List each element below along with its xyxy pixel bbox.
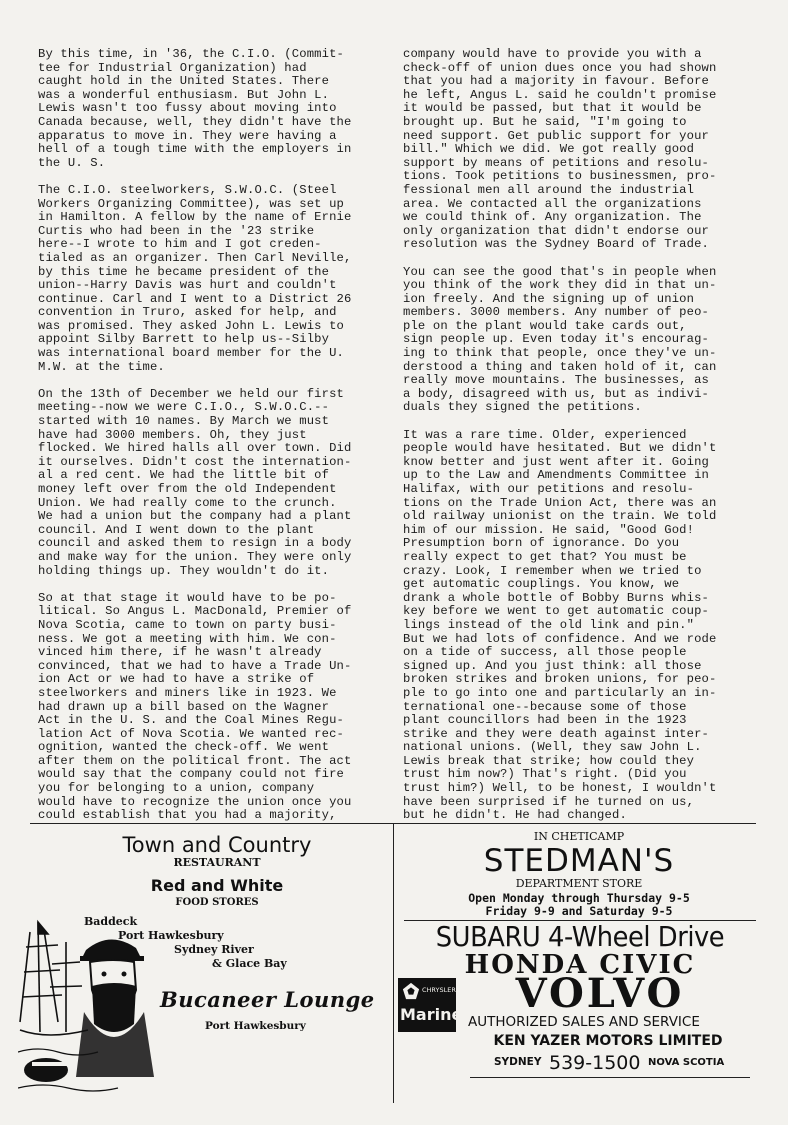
ad-hours: Open Monday through Thursday 9-5 — [468, 891, 690, 905]
badge-big-text: Marine — [400, 1005, 463, 1024]
ad-subtitle: FOOD STORES — [175, 897, 259, 908]
ads-divider-vertical — [393, 823, 394, 1103]
ad-tagline: AUTHORIZED SALES AND SERVICE — [468, 1014, 700, 1030]
article-paragraph: company would have to provide you with a check-off of union dues once you had shown that you had a majority in favour. Before he left, Angus L. said he couldn't promise it would be passed, but that it would be brought up. But he said, "I'm going to need support. Get public support for your bill." Which we did. We got really good support by means of petitions and resolu- tions. Took petitions to businessmen, pro- fessional men all around the industrial area. We contacted all the organizations we could think of. Any organization. The only organization that didn't endorse our resolution was the Sydney Board of Trade. — [403, 47, 717, 252]
ad-title: Town and Country — [122, 833, 312, 857]
ad-location: IN CHETICAMP — [533, 830, 625, 843]
article-left-column — [38, 48, 383, 836]
ad-subtitle: DEPARTMENT STORE — [515, 877, 643, 890]
ad-city: SYDNEY — [494, 1056, 542, 1068]
ad-hours: Friday 9-9 and Saturday 9-5 — [485, 904, 673, 918]
article-paragraph: So at that stage it would have to be po- litical. So Angus L. MacDonald, Premier of Nova Scotia, came to town on party busi- ness. We got a meeting with him. We con- vinced him there, if he wasn't already convinced, that we had to have a Trade Un- ion Act or we had to have a strike of steelworkers and miners like in 1923. We had drawn up a bill based on the Wagner Act in the U. S. and the Coal Mines Regu- lation Act of Nova Scotia. We wanted rec- ognition, wanted the check-off. We went after them on the political front. The act would say that the company could not fire you for belonging to a union, company would have to recognize the union once you could establish that you had a majority, — [38, 590, 352, 823]
ad-province: NOVA SCOTIA — [648, 1057, 725, 1068]
ad-lounge-name: Bucaneer Lounge — [160, 987, 375, 1012]
ad-underline — [470, 1077, 750, 1078]
ad-location: Port Hawkesbury — [205, 1020, 306, 1032]
article-paragraph: On the 13th of December we held our first meeting--now we were C.I.O., S.W.O.C.-- started with 10 names. By March we must have had 3000 members. Oh, they just flocked. We hired halls all over town. Did it ourselves. Didn't cost the internation- al a red cent. We had the little bit of money left over from the old Independent Union. We had really come to the crunch. We had a union but the company had a plant council. And I went down to the plant council and asked them to resign in a body and make way for the union. They were only holding things up. They wouldn't do it. — [38, 386, 352, 578]
article-right-column — [403, 48, 753, 836]
ad-brand-honda: HONDA CIVIC — [464, 950, 696, 980]
ad-location: Port Hawkesbury — [118, 929, 224, 942]
ad-store-name: STEDMAN'S — [483, 843, 675, 879]
ad-brand-volvo: VOLVO — [515, 970, 685, 1017]
ad-brand-subaru: SUBARU 4-Wheel Drive — [435, 920, 725, 953]
article-paragraph: The C.I.O. steelworkers, S.W.O.C. (Steel Workers Organizing Committee), was set up in Hamilton. A fellow by the name of Ernie Curtis who had been in the '23 strike here--I wrote to him and I got creden- tialed as an organizer. Then Carl Neville, by this time he became president of the union--Harry Davis was hurt and couldn't continue. Carl and I went to a District 26 convention in Truro, asked for help, and was promised. They asked John L. Lewis to appoint Silby Barrett to help us--Silby was international board member for the U. M.W. at the time. — [38, 182, 352, 374]
ad-subtitle: RESTAURANT — [173, 856, 261, 869]
pirate-ship-illustration-icon — [18, 912, 158, 1107]
ad-company-name: KEN YAZER MOTORS LIMITED — [493, 1033, 723, 1049]
ad-phone-number: 539-1500 — [549, 1052, 641, 1074]
ad-location: Sydney River — [174, 943, 254, 956]
ad-location: & Glace Bay — [212, 957, 287, 970]
article-paragraph: It was a rare time. Older, experienced people would have hesitated. But we didn't know better and just went after it. Going up to the Law and Amendments Committee in Halifax, with our petitions and resolu- tions on the Trade Union Act, there was an old railway unionist on the train. We told him of our mission. He said, "Good God! Presumption born of ignorance. Do you really expect to get that? You must be crazy. Look, I remember when we tried to get automatic couplings. You know, we drank a whole bottle of Bobby Burns whis- key before we went to get automatic coup- lings instead of the old link and pin." But we had lots of confidence. And we rode on a tide of success, all those people signed up. And you just think: all those broken strikes and broken unions, for peo- ple to go into one and particularly an in- ternational one--because some of those plant councillors had been in the 1923 strike and they were death against inter- national unions. (Well, they saw John L. Lewis break that strike; how could they trust him now?) That's right. (Did you trust him?) Well, to be honest, I wouldn't have been surprised if he turned on us, but he didn't. He had changed. — [403, 427, 717, 823]
chrysler-marine-badge — [398, 978, 463, 1032]
article-paragraph: By this time, in '36, the C.I.O. (Commit- tee for Industrial Organization) had caught hold in the United States. There was a wonderful enthusiasm. But John L. Lewis wasn't too fussy about moving into Canada because, well, they didn't have the apparatus to move in. They were having a hell of a tough time with the employers in the U. S. — [38, 47, 352, 170]
badge-small-text: CHRYSLER — [422, 986, 456, 994]
article-paragraph: You can see the good that's in people when you think of the work they did in that un- ion freely. And the signing up of union members. 3000 members. Any number of peo- ple on the plant would take cards out, sign people up. Even today it's encourag- ing to think that people, once they've un- derstood a thing and taken hold of it, can really move mountains. The businesses, as a body, disagreed with us, but as indivi- duals they signed the petitions. — [403, 264, 717, 415]
chrysler-pentastar-icon — [402, 982, 420, 1000]
ad-heading: Red and White — [150, 876, 284, 895]
ad-location: Baddeck — [84, 915, 138, 928]
